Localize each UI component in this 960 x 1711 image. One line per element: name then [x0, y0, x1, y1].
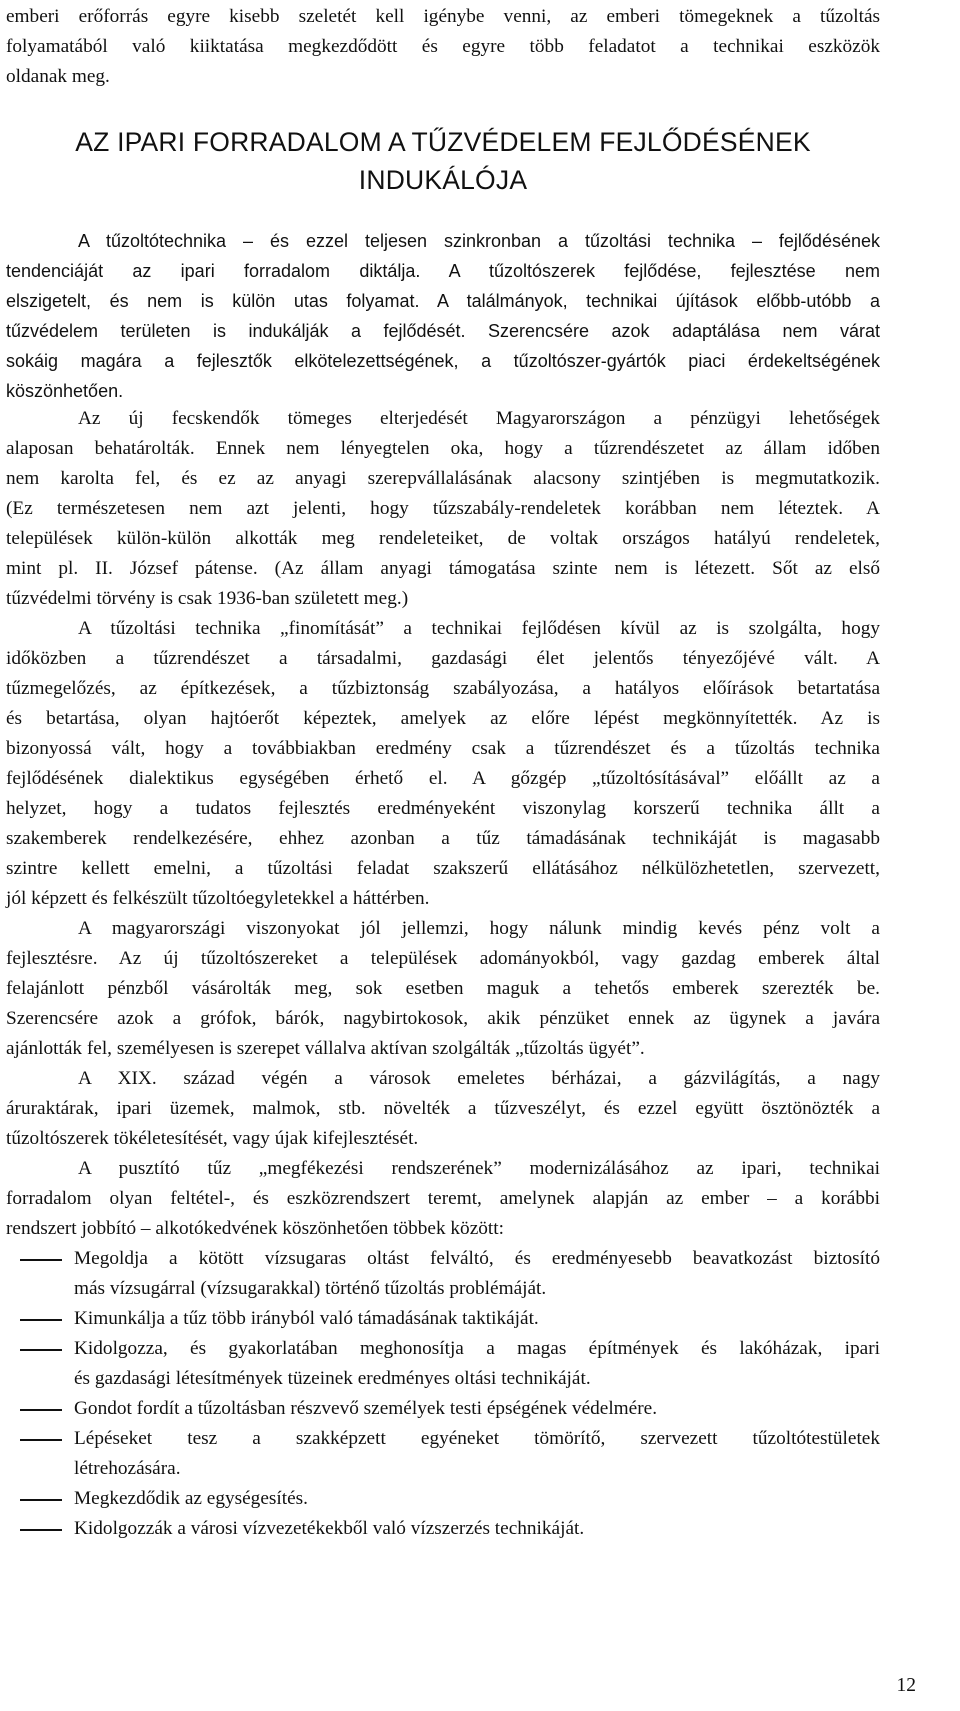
list-item-continuation: más vízsugárral (vízsugarakkal) történő tűzoltás problémáját.: [74, 1278, 547, 1299]
text-line: fejlődésének dialektikus egységében érhető el. A gőzgép „tűzoltósításával” előállt az a: [6, 768, 880, 789]
list-item: Kidolgozza, és gyakorlatában meghonosítja a magas építmények és lakóházak, ipari: [74, 1338, 880, 1359]
text-line: A magyarországi viszonyokat jól jellemzi, hogy nálunk mindig kevés pénz volt a: [78, 918, 880, 939]
text-line: köszönhetően.: [6, 381, 124, 401]
text-line: forradalom olyan feltétel-, és eszközrendszert teremt, amelynek alapján az ember – a korábbi: [6, 1188, 880, 1209]
list-item: Gondot fordít a tűzoltásban részvevő személyek testi épségének védelmére.: [74, 1398, 658, 1419]
text-line: tűzoltószerek tökéletesítését, vagy újak kifejlesztését.: [6, 1128, 419, 1149]
text-line: fejlesztésre. Az új tűzoltószereket a települések adományokból, vagy gazdag emberek által: [6, 948, 880, 969]
text-line: Az új fecskendők tömeges elterjedését Magyarországon a pénzügyi lehetőségek: [78, 408, 880, 429]
text-line: A XIX. század végén a városok emeletes bérházai, a gázvilágítás, a nagy: [78, 1068, 880, 1089]
text-line: jól képzett és felkészült tűzoltóegyletekkel a háttérben.: [6, 888, 430, 909]
text-line: folyamatából való kiiktatása megkezdődött és egyre több feladatot a technikai eszközök: [6, 36, 880, 57]
text-line: szakemberek rendelkezésére, ehhez azonban a tűz támadásának technikáját is magasabb: [6, 828, 880, 849]
text-line: elszigetelt, és nem is külön utas folyamat. A találmányok, technikai újítások előbb-utóbb a: [6, 291, 880, 311]
text-line: A tűzoltótechnika – és ezzel teljesen szinkronban a tűzoltási technika – fejlődésének: [78, 231, 880, 251]
list-item: Kidolgozzák a városi vízvezetékekből való vízszerzés technikáját.: [74, 1518, 585, 1539]
text-line: emberi erőforrás egyre kisebb szeletét kell igénybe venni, az emberi tömegeknek a tűzoltás: [6, 6, 880, 27]
section-heading-line-1: AZ IPARI FORRADALOM A TŰZVÉDELEM FEJLŐDÉSÉNEK: [75, 127, 811, 157]
text-line: (Ez természetesen nem azt jelenti, hogy tűzszabály-rendeletek korábban nem léteztek. A: [6, 498, 880, 519]
text-line: időközben a tűzrendészet a társadalmi, gazdasági élet jelentős tényezőjévé vált. A: [6, 648, 880, 669]
text-line: rendszert jobbító – alkotókedvének köszönhetően többek között:: [6, 1218, 504, 1239]
list-item-continuation: létrehozására.: [74, 1458, 181, 1479]
text-line: áruraktárak, ipari üzemek, malmok, stb. növelték a tűzveszélyt, és ezzel együtt ösztönözték a: [6, 1098, 880, 1119]
text-line: felajánlott pénzből vásárolták meg, sok esetben maguk a tehetős emberek szerezték be.: [6, 978, 880, 999]
section-heading-line-2: INDUKÁLÓJA: [358, 165, 528, 195]
page-number: 12: [896, 1675, 916, 1696]
text-line: mint pl. II. József pátense. (Az állam anyagi támogatása szinte nem is létezett. Sőt az első: [6, 558, 880, 579]
text-line: A pusztító tűz „megfékezési rendszerének” modernizálásához az ipari, technikai: [78, 1158, 880, 1179]
text-line: bizonyossá vált, hogy a továbbiakban eredmény csak a tűzrendészet és a tűzoltás technika: [6, 738, 880, 759]
text-line: szintre kellett emelni, a tűzoltási feladat szakszerű ellátásához nélkülözhetetlen, szervezett,: [6, 858, 880, 879]
text-line: Szerencsére azok a grófok, bárók, nagybirtokosok, akik pénzüket ennek az ügynek a javára: [6, 1008, 880, 1029]
text-line: A tűzoltási technika „finomítását” a technikai fejlődésen kívül az is szolgálta, hogy: [78, 618, 880, 639]
text-line: sokáig magára a fejlesztők elkötelezettségének, a tűzoltószer-gyártók piaci érdekeltségének: [6, 351, 880, 371]
list-item-continuation: és gazdasági létesítmények tüzeinek eredményes oltási technikáját.: [74, 1368, 591, 1389]
text-line: ajánlották fel, személyesen is szerepet vállalva aktívan szolgálták „tűzoltás ügyét”.: [6, 1038, 645, 1059]
list-item: Megkezdődik az egységesítés.: [74, 1488, 308, 1509]
text-line: települések külön-külön alkották meg rendeleteiket, de voltak országos hatályú rendeletek,: [6, 528, 880, 549]
list-item: Lépéseket tesz a szakképzett egyéneket tömörítő, szervezett tűzoltótestületek: [74, 1428, 880, 1449]
list-item: Megoldja a kötött vízsugaras oltást felváltó, és eredményesebb beavatkozást biztosító: [74, 1248, 880, 1269]
text-line: tendenciáját az ipari forradalom diktálja. A tűzoltószerek fejlődése, fejlesztése nem: [6, 261, 880, 281]
text-line: oldanak meg.: [6, 66, 110, 87]
text-line: alaposan behatárolták. Ennek nem lényegtelen oka, hogy a tűzrendészetet az állam időben: [6, 438, 880, 459]
text-line: tűzmegelőzés, az építkezések, a tűzbiztonság szabályozása, a hatályos előírások betartatása: [6, 678, 880, 699]
list-item: Kimunkálja a tűz több irányból való támadásának taktikáját.: [74, 1308, 539, 1329]
text-line: nem karolta fel, és ez az anyagi szerepvállalásának alacsony szintjében is megmutatkozik.: [6, 468, 880, 489]
text-line: tűzvédelem területen is indukálják a fejlődését. Szerencsére azok adaptálása nem várat: [6, 321, 880, 341]
text-line: és betartása, olyan hajtóerőt képeztek, amelyek az előre lépést megkönnyítették. Az is: [6, 708, 880, 729]
text-line: tűzvédelmi törvény is csak 1936-ban született meg.): [6, 588, 409, 609]
text-line: helyzet, hogy a tudatos fejlesztés eredményeként viszonylag korszerű technika állt a: [6, 798, 880, 819]
